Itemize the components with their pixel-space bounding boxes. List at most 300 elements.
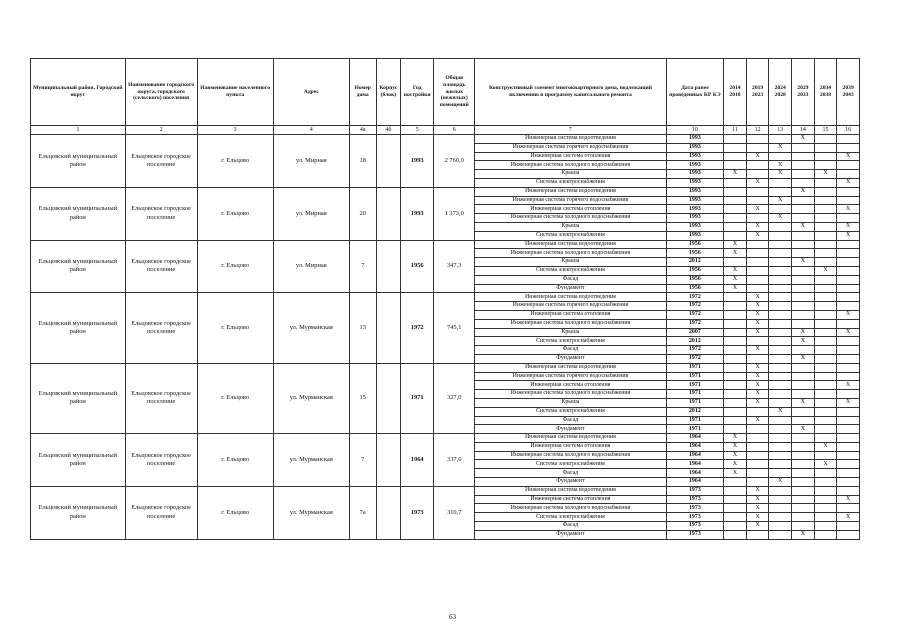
period-mark-cell: X: [837, 205, 860, 214]
prior-repair-date-cell: 1972: [666, 310, 724, 319]
period-mark-cell: [769, 451, 792, 460]
element-name-cell: Инженерная система холодного водоснабжения: [475, 214, 666, 223]
period-mark-cell: [746, 354, 769, 363]
period-mark-cell: [724, 390, 747, 399]
period-mark-cell: X: [724, 460, 747, 469]
period-mark-cell: X: [792, 222, 815, 231]
element-name-cell: Инженерная система холодного водоснабжения: [475, 390, 666, 399]
period-mark-cell: [814, 258, 837, 267]
table-header: [31, 59, 860, 135]
period-mark-cell: [746, 478, 769, 487]
period-mark-cell: [746, 425, 769, 434]
period-mark-cell: [814, 495, 837, 504]
element-name-cell: Инженерная система водоотведения: [475, 486, 666, 495]
period-mark-cell: [837, 407, 860, 416]
period-mark-cell: [746, 442, 769, 451]
period-mark-cell: [792, 346, 815, 355]
prior-repair-date-cell: 2012: [666, 258, 724, 267]
column-number-row: [31, 126, 860, 135]
period-mark-cell: [724, 407, 747, 416]
period-mark-cell: [792, 434, 815, 443]
build-year-cell: 1993: [401, 135, 434, 188]
period-mark-cell: [814, 513, 837, 522]
prior-repair-date-cell: 1993: [666, 222, 724, 231]
period-mark-cell: [792, 196, 815, 205]
period-mark-cell: [746, 434, 769, 443]
period-mark-cell: X: [746, 416, 769, 425]
element-name-cell: Инженерная система горячего водоснабжения: [475, 302, 666, 311]
period-mark-cell: X: [769, 161, 792, 170]
column-number: 3: [197, 126, 273, 135]
period-mark-cell: [769, 442, 792, 451]
period-mark-cell: X: [724, 240, 747, 249]
prior-repair-date-cell: 1964: [666, 469, 724, 478]
period-mark-cell: [837, 530, 860, 539]
element-name-cell: Фасад: [475, 522, 666, 531]
element-name-cell: Система электроснабжения: [475, 337, 666, 346]
period-mark-cell: [814, 143, 837, 152]
period-mark-cell: [769, 266, 792, 275]
element-name-cell: Инженерная система горячего водоснабжения: [475, 196, 666, 205]
element-name-cell: Система электроснабжения: [475, 266, 666, 275]
period-mark-cell: [814, 178, 837, 187]
period-mark-cell: [814, 425, 837, 434]
period-mark-cell: [837, 293, 860, 302]
element-name-cell: Крыша: [475, 398, 666, 407]
period-mark-cell: [746, 407, 769, 416]
locality-cell: г. Ельцово: [197, 135, 273, 188]
prior-repair-date-cell: 1993: [666, 135, 724, 144]
period-mark-cell: [792, 266, 815, 275]
period-mark-cell: X: [746, 319, 769, 328]
element-name-cell: Инженерная система холодного водоснабжения: [475, 161, 666, 170]
prior-repair-date-cell: 1993: [666, 143, 724, 152]
period-mark-cell: [814, 530, 837, 539]
period-mark-cell: X: [746, 222, 769, 231]
element-name-cell: Инженерная система отопления: [475, 442, 666, 451]
period-mark-cell: [837, 451, 860, 460]
column-number: 4б: [376, 126, 401, 135]
district-cell: Ельцовский муниципальный район: [31, 187, 126, 240]
district-cell: Ельцовский муниципальный район: [31, 240, 126, 293]
period-mark-cell: X: [769, 196, 792, 205]
house-number-cell: 7: [349, 434, 376, 487]
period-mark-cell: X: [792, 258, 815, 267]
build-year-cell: 1972: [401, 293, 434, 363]
element-name-cell: Система электроснабжения: [475, 407, 666, 416]
period-mark-cell: [769, 275, 792, 284]
settlement-cell: Ельцовское городское поселение: [125, 135, 197, 188]
period-mark-cell: [746, 214, 769, 223]
house-number-cell: 20: [349, 187, 376, 240]
period-mark-cell: [792, 407, 815, 416]
locality-cell: г. Ельцово: [197, 486, 273, 539]
period-mark-cell: X: [792, 328, 815, 337]
period-mark-cell: [814, 249, 837, 258]
period-mark-cell: [724, 346, 747, 355]
period-mark-cell: [837, 372, 860, 381]
period-mark-cell: X: [724, 434, 747, 443]
period-mark-cell: [837, 187, 860, 196]
period-mark-cell: [814, 328, 837, 337]
column-number: 14: [792, 126, 815, 135]
period-mark-cell: [769, 486, 792, 495]
period-mark-cell: [837, 425, 860, 434]
address-cell: ул. Мурманская: [273, 363, 349, 433]
column-number: 7: [475, 126, 666, 135]
period-mark-cell: [746, 530, 769, 539]
column-header: 2039 2043: [837, 59, 860, 126]
period-mark-cell: [746, 460, 769, 469]
period-mark-cell: [792, 486, 815, 495]
period-mark-cell: X: [814, 266, 837, 275]
period-mark-cell: [792, 275, 815, 284]
period-mark-cell: X: [724, 469, 747, 478]
period-mark-cell: [769, 363, 792, 372]
prior-repair-date-cell: 2012: [666, 337, 724, 346]
period-mark-cell: X: [837, 381, 860, 390]
period-mark-cell: [814, 205, 837, 214]
column-header: Адрес: [273, 59, 349, 126]
period-mark-cell: X: [837, 398, 860, 407]
period-mark-cell: [746, 451, 769, 460]
period-mark-cell: X: [746, 310, 769, 319]
period-mark-cell: X: [837, 328, 860, 337]
column-header: Год постройки: [401, 59, 434, 126]
address-cell: ул. Мирная: [273, 135, 349, 188]
period-mark-cell: X: [724, 249, 747, 258]
column-number: 11: [724, 126, 747, 135]
period-mark-cell: X: [837, 310, 860, 319]
area-cell: 745,1: [434, 293, 475, 363]
period-mark-cell: X: [837, 178, 860, 187]
period-mark-cell: X: [746, 302, 769, 311]
prior-repair-date-cell: 1964: [666, 478, 724, 487]
period-mark-cell: [746, 275, 769, 284]
period-mark-cell: [792, 178, 815, 187]
period-mark-cell: [814, 161, 837, 170]
build-year-cell: 1956: [401, 240, 434, 293]
period-mark-cell: X: [746, 363, 769, 372]
period-mark-cell: X: [837, 231, 860, 240]
district-cell: Ельцовский муниципальный район: [31, 135, 126, 188]
period-mark-cell: [837, 416, 860, 425]
period-mark-cell: [724, 205, 747, 214]
period-mark-cell: [837, 266, 860, 275]
period-mark-cell: X: [792, 337, 815, 346]
period-mark-cell: [814, 231, 837, 240]
settlement-cell: Ельцовское городское поселение: [125, 293, 197, 363]
period-mark-cell: [724, 425, 747, 434]
period-mark-cell: [814, 407, 837, 416]
period-mark-cell: [837, 214, 860, 223]
period-mark-cell: X: [837, 513, 860, 522]
period-mark-cell: [792, 143, 815, 152]
element-name-cell: Инженерная система холодного водоснабжения: [475, 451, 666, 460]
period-mark-cell: [769, 310, 792, 319]
period-mark-cell: [837, 522, 860, 531]
period-mark-cell: X: [814, 442, 837, 451]
period-mark-cell: [837, 258, 860, 267]
prior-repair-date-cell: 1956: [666, 266, 724, 275]
period-mark-cell: [769, 258, 792, 267]
period-mark-cell: [792, 205, 815, 214]
period-mark-cell: [746, 284, 769, 293]
period-mark-cell: [814, 486, 837, 495]
prior-repair-date-cell: 1971: [666, 398, 724, 407]
period-mark-cell: [814, 469, 837, 478]
period-mark-cell: [724, 495, 747, 504]
prior-repair-date-cell: 1971: [666, 425, 724, 434]
period-mark-cell: [746, 258, 769, 267]
period-mark-cell: [792, 284, 815, 293]
address-cell: ул. Мирная: [273, 187, 349, 240]
column-number: 1: [31, 126, 126, 135]
period-mark-cell: X: [837, 495, 860, 504]
element-name-cell: Инженерная система холодного водоснабжения: [475, 249, 666, 258]
column-number: 4: [273, 126, 349, 135]
element-name-cell: Система электроснабжения: [475, 231, 666, 240]
period-mark-cell: [769, 178, 792, 187]
period-mark-cell: X: [746, 513, 769, 522]
period-mark-cell: [792, 249, 815, 258]
period-mark-cell: [724, 143, 747, 152]
period-mark-cell: [769, 381, 792, 390]
period-mark-cell: [724, 416, 747, 425]
period-mark-cell: [814, 135, 837, 144]
period-mark-cell: [814, 240, 837, 249]
element-name-cell: Крыша: [475, 170, 666, 179]
period-mark-cell: [792, 293, 815, 302]
element-name-cell: Крыша: [475, 258, 666, 267]
period-mark-cell: [814, 363, 837, 372]
period-mark-cell: [792, 363, 815, 372]
column-header: Наименование населенного пункта: [197, 59, 273, 126]
period-mark-cell: [724, 504, 747, 513]
settlement-cell: Ельцовское городское поселение: [125, 240, 197, 293]
element-name-cell: Инженерная система холодного водоснабжения: [475, 504, 666, 513]
period-mark-cell: [746, 135, 769, 144]
period-mark-cell: [769, 222, 792, 231]
period-mark-cell: [814, 214, 837, 223]
block-cell: [376, 187, 401, 240]
column-number: 6: [434, 126, 475, 135]
element-name-cell: Крыша: [475, 328, 666, 337]
prior-repair-date-cell: 1964: [666, 434, 724, 443]
prior-repair-date-cell: 1972: [666, 319, 724, 328]
period-mark-cell: [792, 442, 815, 451]
period-mark-cell: X: [746, 152, 769, 161]
period-mark-cell: [837, 469, 860, 478]
period-mark-cell: X: [724, 275, 747, 284]
prior-repair-date-cell: 1972: [666, 293, 724, 302]
column-header: Корпус (блок): [376, 59, 401, 126]
column-number: 2: [125, 126, 197, 135]
period-mark-cell: [769, 135, 792, 144]
period-mark-cell: [724, 319, 747, 328]
page-number: 63: [449, 613, 456, 621]
period-mark-cell: [837, 161, 860, 170]
element-name-cell: Фундамент: [475, 478, 666, 487]
period-mark-cell: [792, 170, 815, 179]
element-name-cell: Система электроснабжения: [475, 513, 666, 522]
prior-repair-date-cell: 1993: [666, 161, 724, 170]
build-year-cell: 1993: [401, 187, 434, 240]
prior-repair-date-cell: 1972: [666, 302, 724, 311]
prior-repair-date-cell: 1971: [666, 372, 724, 381]
period-mark-cell: [769, 530, 792, 539]
element-name-cell: Инженерная система горячего водоснабжения: [475, 372, 666, 381]
period-mark-cell: [724, 522, 747, 531]
table-row: [31, 135, 860, 144]
element-name-cell: Фундамент: [475, 354, 666, 363]
period-mark-cell: [814, 337, 837, 346]
period-mark-cell: X: [746, 495, 769, 504]
block-cell: [376, 135, 401, 188]
period-mark-cell: [769, 416, 792, 425]
period-mark-cell: [769, 284, 792, 293]
period-mark-cell: X: [724, 266, 747, 275]
period-mark-cell: [724, 196, 747, 205]
period-mark-cell: [724, 161, 747, 170]
period-mark-cell: X: [769, 214, 792, 223]
period-mark-cell: [724, 231, 747, 240]
address-cell: ул. Мурманская: [273, 486, 349, 539]
period-mark-cell: X: [814, 460, 837, 469]
period-mark-cell: X: [746, 205, 769, 214]
period-mark-cell: X: [746, 390, 769, 399]
period-mark-cell: [792, 381, 815, 390]
period-mark-cell: [814, 381, 837, 390]
period-mark-cell: [814, 196, 837, 205]
period-mark-cell: [769, 398, 792, 407]
period-mark-cell: [746, 196, 769, 205]
period-mark-cell: X: [746, 346, 769, 355]
period-mark-cell: [746, 170, 769, 179]
period-mark-cell: [724, 187, 747, 196]
column-number: 4а: [349, 126, 376, 135]
period-mark-cell: [814, 451, 837, 460]
period-mark-cell: X: [746, 293, 769, 302]
period-mark-cell: X: [724, 442, 747, 451]
period-mark-cell: [769, 152, 792, 161]
period-mark-cell: [814, 310, 837, 319]
district-cell: Ельцовский муниципальный район: [31, 293, 126, 363]
period-mark-cell: [746, 240, 769, 249]
table-row: [31, 240, 860, 249]
period-mark-cell: [746, 161, 769, 170]
period-mark-cell: X: [746, 486, 769, 495]
period-mark-cell: [746, 469, 769, 478]
column-number: 12: [746, 126, 769, 135]
prior-repair-date-cell: 1971: [666, 416, 724, 425]
period-mark-cell: [769, 354, 792, 363]
prior-repair-date-cell: 1993: [666, 187, 724, 196]
period-mark-cell: [792, 152, 815, 161]
prior-repair-date-cell: 1964: [666, 442, 724, 451]
period-mark-cell: [837, 460, 860, 469]
period-mark-cell: [792, 302, 815, 311]
period-mark-cell: [724, 530, 747, 539]
period-mark-cell: [769, 513, 792, 522]
block-cell: [376, 293, 401, 363]
period-mark-cell: [837, 240, 860, 249]
period-mark-cell: [769, 504, 792, 513]
period-mark-cell: [724, 310, 747, 319]
period-mark-cell: [769, 337, 792, 346]
period-mark-cell: [724, 178, 747, 187]
build-year-cell: 1973: [401, 486, 434, 539]
header-row: [31, 59, 860, 126]
period-mark-cell: [724, 372, 747, 381]
element-name-cell: Крыша: [475, 222, 666, 231]
settlement-cell: Ельцовское городское поселение: [125, 434, 197, 487]
period-mark-cell: X: [769, 407, 792, 416]
period-mark-cell: [814, 434, 837, 443]
period-mark-cell: [814, 390, 837, 399]
period-mark-cell: [769, 469, 792, 478]
period-mark-cell: [837, 390, 860, 399]
prior-repair-date-cell: 1973: [666, 486, 724, 495]
column-number: 5: [401, 126, 434, 135]
period-mark-cell: [724, 152, 747, 161]
column-header: 2029 2033: [792, 59, 815, 126]
period-mark-cell: [837, 302, 860, 311]
period-mark-cell: [837, 143, 860, 152]
period-mark-cell: X: [769, 170, 792, 179]
period-mark-cell: [837, 135, 860, 144]
period-mark-cell: X: [746, 178, 769, 187]
element-name-cell: Фундамент: [475, 425, 666, 434]
period-mark-cell: [769, 240, 792, 249]
element-name-cell: Инженерная система водоотведения: [475, 434, 666, 443]
period-mark-cell: [724, 337, 747, 346]
period-mark-cell: [814, 187, 837, 196]
period-mark-cell: [837, 504, 860, 513]
period-mark-cell: [769, 249, 792, 258]
prior-repair-date-cell: 1971: [666, 390, 724, 399]
period-mark-cell: [792, 390, 815, 399]
period-mark-cell: [769, 372, 792, 381]
period-mark-cell: [814, 504, 837, 513]
element-name-cell: Инженерная система водоотведения: [475, 187, 666, 196]
table-row: [31, 363, 860, 372]
period-mark-cell: X: [792, 425, 815, 434]
period-mark-cell: [837, 284, 860, 293]
element-name-cell: Система электроснабжения: [475, 178, 666, 187]
area-cell: 1 373,0: [434, 187, 475, 240]
element-name-cell: Фасад: [475, 346, 666, 355]
period-mark-cell: [792, 478, 815, 487]
column-header: Общая площадь жилых (нежилых) помещений: [434, 59, 475, 126]
column-number: 16: [837, 126, 860, 135]
house-number-cell: 15: [349, 363, 376, 433]
period-mark-cell: [792, 372, 815, 381]
house-number-cell: 7а: [349, 486, 376, 539]
column-header: 2024 2028: [769, 59, 792, 126]
period-mark-cell: [769, 522, 792, 531]
period-mark-cell: [746, 143, 769, 152]
period-mark-cell: X: [792, 187, 815, 196]
table-body: [31, 135, 860, 540]
period-mark-cell: X: [792, 398, 815, 407]
locality-cell: г. Ельцово: [197, 293, 273, 363]
prior-repair-date-cell: 1973: [666, 495, 724, 504]
period-mark-cell: [724, 135, 747, 144]
block-cell: [376, 240, 401, 293]
period-mark-cell: [792, 460, 815, 469]
period-mark-cell: [792, 513, 815, 522]
